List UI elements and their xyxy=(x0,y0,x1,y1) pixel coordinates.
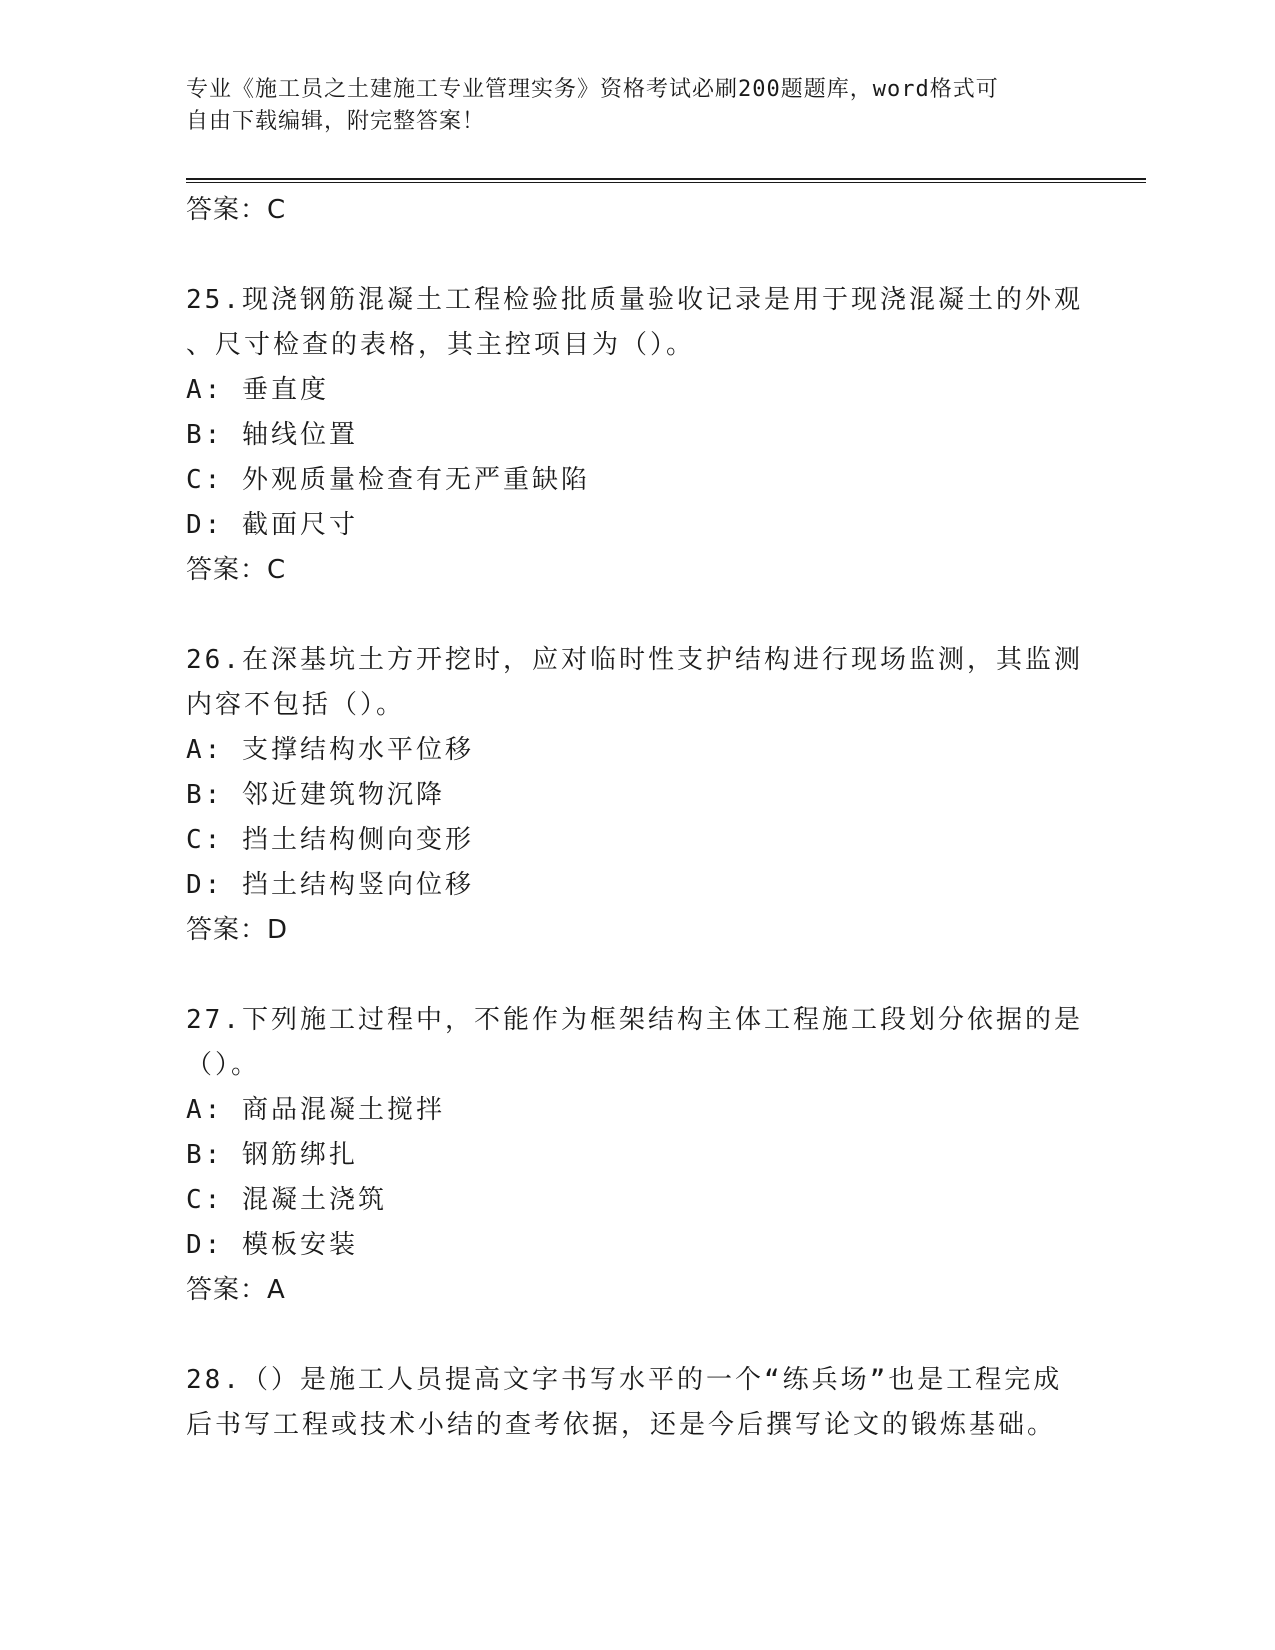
spacer xyxy=(186,1313,1086,1358)
option-b: B: 轴线位置 xyxy=(186,420,358,450)
spacer xyxy=(186,593,1086,638)
question-25 xyxy=(186,278,1086,593)
option-b: B: 邻近建筑物沉降 xyxy=(186,780,445,810)
answer: 答案：A xyxy=(186,1275,286,1305)
question-text-line: 28.（）是施工人员提高文字书写水平的一个“练兵场”也是工程完成 xyxy=(186,1365,1063,1395)
option-d: D: 挡土结构竖向位移 xyxy=(186,870,474,900)
spacer xyxy=(186,233,1086,278)
question-text-line: 后书写工程或技术小结的查考依据，还是今后撰写论文的锻炼基础。 xyxy=(186,1410,1057,1440)
option-c: C: 混凝土浇筑 xyxy=(186,1185,387,1215)
question-text-line: 27.下列施工过程中，不能作为框架结构主体工程施工段划分依据的是 xyxy=(186,1005,1083,1035)
question-27 xyxy=(186,998,1086,1313)
option-a: A: 垂直度 xyxy=(186,375,329,405)
header-rule xyxy=(186,178,1146,183)
answer: 答案：C xyxy=(186,555,287,585)
header-line-1: 专业《施工员之土建施工专业管理实务》资格考试必刷200题题库，word格式可 xyxy=(186,77,999,102)
question-text-line: 、尺寸检查的表格，其主控项目为（）。 xyxy=(186,330,696,360)
page-header xyxy=(186,74,1086,138)
question-text-line: 内容不包括（）。 xyxy=(186,690,406,720)
question-26 xyxy=(186,638,1086,953)
option-d: D: 模板安装 xyxy=(186,1230,358,1260)
option-b: B: 钢筋绑扎 xyxy=(186,1140,358,1170)
option-a: A: 支撑结构水平位移 xyxy=(186,735,474,765)
option-d: D: 截面尺寸 xyxy=(186,510,358,540)
previous-answer: 答案：C xyxy=(186,195,287,225)
question-text-line: 25.现浇钢筋混凝土工程检验批质量验收记录是用于现浇混凝土的外观 xyxy=(186,285,1083,315)
option-c: C: 外观质量检查有无严重缺陷 xyxy=(186,465,590,495)
question-text-line: （）。 xyxy=(186,1050,261,1080)
question-list xyxy=(186,188,1086,1448)
option-a: A: 商品混凝土搅拌 xyxy=(186,1095,445,1125)
question-text-line: 26.在深基坑土方开挖时，应对临时性支护结构进行现场监测，其监测 xyxy=(186,645,1083,675)
option-c: C: 挡土结构侧向变形 xyxy=(186,825,474,855)
header-line-2: 自由下载编辑，附完整答案！ xyxy=(186,109,486,134)
question-28 xyxy=(186,1358,1086,1448)
answer: 答案：D xyxy=(186,915,289,945)
spacer xyxy=(186,953,1086,998)
